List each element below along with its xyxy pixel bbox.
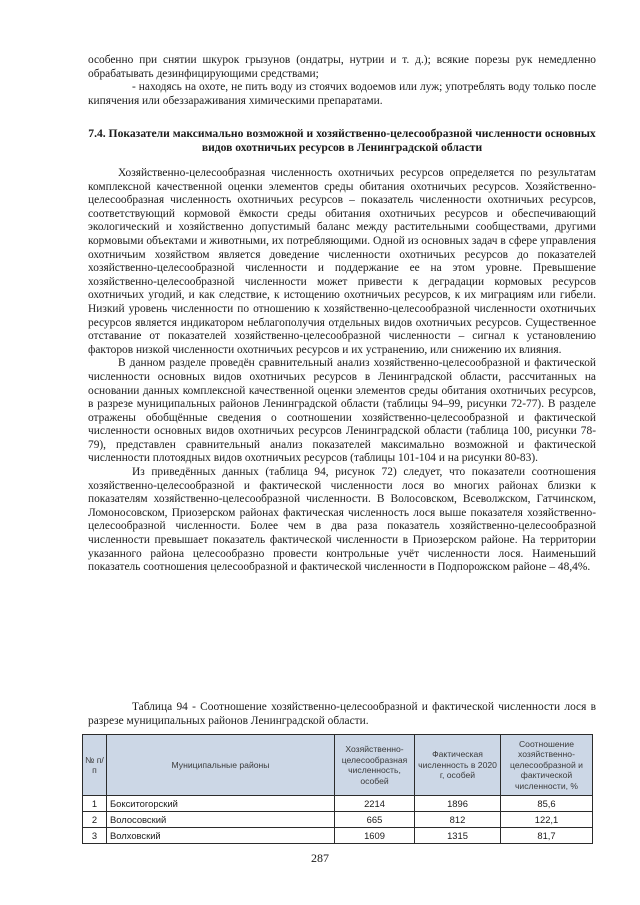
page-number: 287	[311, 851, 329, 865]
header-target-count: Хозяйственно-целесообразная численность, особей	[335, 735, 415, 796]
cell-number: 3	[83, 828, 107, 844]
header-district: Муниципальные районы	[107, 735, 335, 796]
body-text	[88, 167, 596, 575]
cell-ratio: 122,1	[501, 812, 593, 828]
paragraph-3: Из приведённых данных (таблица 94, рисунок 72) следует, что показатели соотношения хозяйственно-целесообразной и фактической численности лося во многих районах близки к показателям хозяйственно-целесообразной численности. В Волосовском, Всеволжском, Гатчинском, Ломоносовском, Приозерском районах фактическая численность лося выше показателя хозяйственно-целесообразной численности. Более чем в два раза показатель хозяйственно-целесообразной численности превышает показатель фактической численности в Приозерском районе. На территории указанного района целесообразно провести контрольные учёт численности лося. Наименьший показатель соотношения целесообразной и фактической численности в Подпорожском районе – 48,4%.	[88, 466, 596, 574]
paragraph-2: В данном разделе проведён сравнительный анализ хозяйственно-целесообразной и фактической численности основных видов охотничьих ресурсов в Ленинградской области, рассчитанных на основании данных комплексной качественной оценки элементов среды обитания охотничьих ресурсов, в разрезе муниципальных районов Ленинградской области (таблицы 94–99, рисунки 72-77). В разделе отражены обобщённые сведения о соотношении хозяйственно-целесообразной и фактической численности основных видов охотничьих ресурсов Ленинградской области (таблица 100, рисунки 78-79), представлен сравнительный анализ показателей максимально возможной и фактической численности плотоядных видов охотничьих ресурсов (таблицы 101-104 и на рисунки 80-83).	[88, 357, 596, 465]
table-header-row	[83, 735, 593, 796]
cell-target-count: 1609	[335, 828, 415, 844]
header-actual-count: Фактическая численность в 2020 г, особей	[415, 735, 501, 796]
table-row	[83, 812, 593, 828]
header-ratio: Соотношение хозяйственно-целесообразной и фактической численности, %	[501, 735, 593, 796]
cell-district: Бокситогорский	[107, 796, 335, 812]
header-number: № п/п	[83, 735, 107, 796]
cell-actual-count: 1315	[415, 828, 501, 844]
paragraph-1: Хозяйственно-целесообразная численность охотничьих ресурсов определяется по результатам комплексной качественной оценки элементов среды обитания охотничьих ресурсов. Хозяйственно-целесообразная численность охотничьих ресурсов – показатель численности охотничьих ресурсов, соответствующий кормовой ёмкости среды обитания охотничьих ресурсов и обеспечивающий экологический и хозяйственно допустимый баланс между растительными сообществами, другими кормовыми объектами и животными, их потребляющими. Одной из основных задач в сфере управления охотничьим хозяйством является доведение численности охотничьих ресурсов до показателей хозяйственно-целесообразной численности и поддержание ее на этом уровне. Превышение хозяйственно-целесообразной численности может привести к деградации кормовых ресурсов охотничьих угодий, и как следствие, к истощению охотничьих ресурсов, к их миграциям или гибели. Низкий уровень численности по отношению к хозяйственно-целесообразной численности охотничьих ресурсов является индикатором неблагополучия отдельных видов охотничьих ресурсов. Существенное отставание от показателей хозяйственно-целесообразной численности – сигнал к установлению факторов низкой численности охотничьих ресурсов и их устранению, или снижению их влияния.	[88, 167, 596, 356]
paragraph-continuation: особенно при снятии шкурок грызунов (ондатры, нутрии и т. д.); всякие порезы рук немедленно обрабатывать дезинфицирующими средствами;	[88, 54, 596, 80]
cell-district: Волосовский	[107, 812, 335, 828]
top-text	[88, 54, 596, 108]
table-row	[83, 828, 593, 844]
data-table	[82, 734, 593, 844]
table-row	[83, 796, 593, 812]
cell-district: Волховский	[107, 828, 335, 844]
cell-ratio: 81,7	[501, 828, 593, 844]
cell-actual-count: 1896	[415, 796, 501, 812]
section-heading: 7.4. Показатели максимально возможной и хозяйственно-целесообразной численности основных видов охотничьих ресурсов в Ленинградской области	[88, 127, 596, 154]
cell-target-count: 2214	[335, 796, 415, 812]
cell-number: 2	[83, 812, 107, 828]
table-caption: Таблица 94 - Соотношение хозяйственно-целесообразной и фактической численности лося в разрезе муниципальных районов Ленинградской области.	[88, 701, 596, 727]
cell-ratio: 85,6	[501, 796, 593, 812]
cell-number: 1	[83, 796, 107, 812]
cell-target-count: 665	[335, 812, 415, 828]
paragraph-bullet: - находясь на охоте, не пить воду из стоячих водоемов или луж; употреблять воду только после кипячения или обеззараживания химическими препаратами.	[88, 81, 596, 107]
cell-actual-count: 812	[415, 812, 501, 828]
